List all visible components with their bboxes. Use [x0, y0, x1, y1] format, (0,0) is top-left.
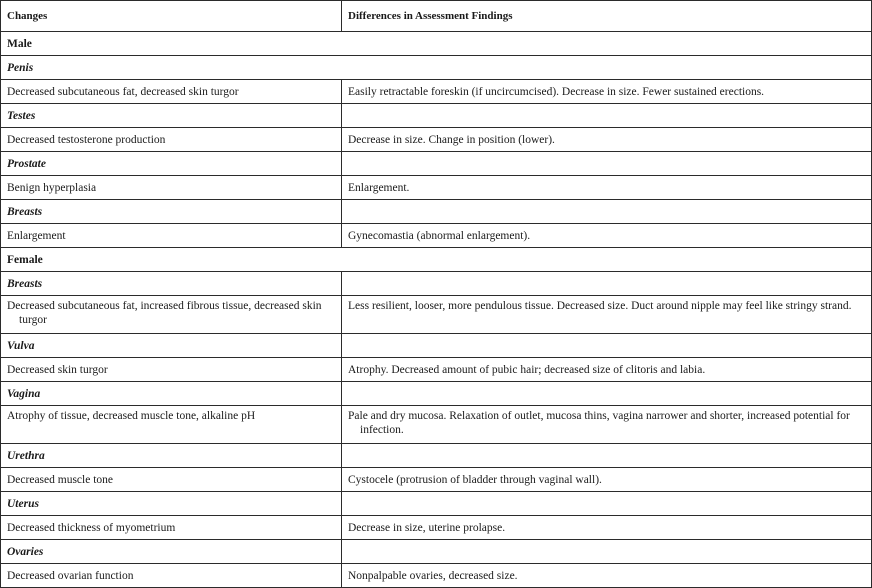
empty-cell [342, 444, 872, 468]
section-label: Vagina [1, 382, 342, 406]
section-row-vulva [1, 334, 872, 358]
table-row [1, 128, 872, 152]
table-row [1, 296, 872, 334]
group-row-female [1, 248, 872, 272]
section-label: Penis [1, 56, 872, 80]
empty-cell [342, 334, 872, 358]
section-label: Breasts [1, 200, 342, 224]
change-cell: Benign hyperplasia [1, 176, 342, 200]
empty-cell [342, 382, 872, 406]
change-cell: Decreased testosterone production [1, 128, 342, 152]
finding-cell: Pale and dry mucosa. Relaxation of outlet, mucosa thins, vagina narrower and shorter, increased potential for infection. [342, 406, 872, 444]
change-cell: Enlargement [1, 224, 342, 248]
change-cell: Decreased muscle tone [1, 468, 342, 492]
section-label: Prostate [1, 152, 342, 176]
table-row [1, 564, 872, 588]
empty-cell [342, 540, 872, 564]
table-row [1, 358, 872, 382]
change-cell: Decreased thickness of myometrium [1, 516, 342, 540]
table-row [1, 176, 872, 200]
empty-cell [342, 492, 872, 516]
section-label: Breasts [1, 272, 342, 296]
empty-cell [342, 272, 872, 296]
section-row-male-breasts [1, 200, 872, 224]
table-row [1, 224, 872, 248]
table-row [1, 80, 872, 104]
table-row [1, 468, 872, 492]
section-row-urethra [1, 444, 872, 468]
section-row-testes [1, 104, 872, 128]
empty-cell [342, 200, 872, 224]
section-label: Testes [1, 104, 342, 128]
table-row [1, 516, 872, 540]
change-cell: Decreased skin turgor [1, 358, 342, 382]
finding-cell: Less resilient, looser, more pendulous tissue. Decreased size. Duct around nipple may feel like stringy strand. [342, 296, 872, 334]
section-row-penis [1, 56, 872, 80]
finding-cell: Cystocele (protrusion of bladder through vaginal wall). [342, 468, 872, 492]
finding-cell: Atrophy. Decreased amount of pubic hair; decreased size of clitoris and labia. [342, 358, 872, 382]
finding-cell: Easily retractable foreskin (if uncircumcised). Decrease in size. Fewer sustained erections. [342, 80, 872, 104]
table-row [1, 406, 872, 444]
empty-cell [342, 152, 872, 176]
group-row-male [1, 32, 872, 56]
finding-cell: Gynecomastia (abnormal enlargement). [342, 224, 872, 248]
finding-cell: Decrease in size. Change in position (lower). [342, 128, 872, 152]
table-header-row [1, 1, 872, 32]
change-cell: Decreased ovarian function [1, 564, 342, 588]
column-header-changes: Changes [1, 1, 342, 32]
group-label: Male [1, 32, 872, 56]
finding-cell: Nonpalpable ovaries, decreased size. [342, 564, 872, 588]
section-label: Urethra [1, 444, 342, 468]
section-row-prostate [1, 152, 872, 176]
section-label: Ovaries [1, 540, 342, 564]
change-cell: Atrophy of tissue, decreased muscle tone, alkaline pH [1, 406, 342, 444]
change-cell: Decreased subcutaneous fat, decreased skin turgor [1, 80, 342, 104]
section-row-ovaries [1, 540, 872, 564]
section-row-vagina [1, 382, 872, 406]
section-label: Vulva [1, 334, 342, 358]
column-header-findings: Differences in Assessment Findings [342, 1, 872, 32]
section-label: Uterus [1, 492, 342, 516]
change-cell: Decreased subcutaneous fat, increased fibrous tissue, decreased skin turgor [1, 296, 342, 334]
group-label: Female [1, 248, 872, 272]
section-row-uterus [1, 492, 872, 516]
finding-cell: Decrease in size, uterine prolapse. [342, 516, 872, 540]
finding-cell: Enlargement. [342, 176, 872, 200]
empty-cell [342, 104, 872, 128]
section-row-female-breasts [1, 272, 872, 296]
